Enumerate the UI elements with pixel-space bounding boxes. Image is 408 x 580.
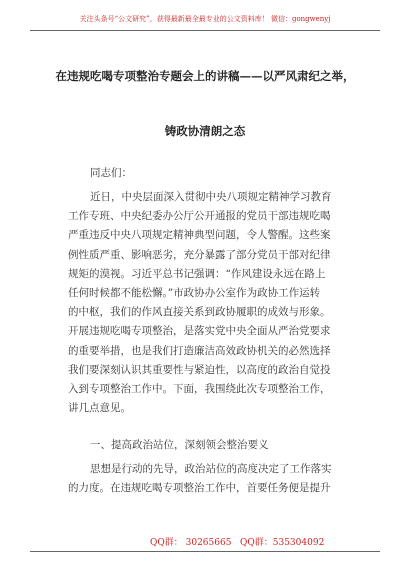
paragraph-1-line: 任何时候都不能松懈。”市政协办公室作为政协工作运转 — [68, 287, 321, 300]
paragraph-2-line: 思想是行动的先导，政治站位的高度决定了工作落实 — [90, 463, 332, 475]
paragraph-1-line: 开展违规吃喝专项整治，是落实党中央全面从严治党要求 — [68, 325, 331, 338]
footer-qq-group-2: QQ群：535304092 — [240, 538, 325, 548]
paragraph-1-line: 工作专班、中央纪委办公厅公开通报的党员干部违规吃喝 — [68, 210, 331, 223]
paragraph-1-line: 的中枢，我们的作风直接关系到政协履职的成效与形象。 — [68, 306, 331, 319]
section-heading-text: 一、提高政治站位，深刻领会整治要义 — [90, 439, 269, 451]
footer-qq-group-1: QQ群： 30265665 — [150, 538, 232, 548]
paragraph-1-line: 近日，中央层面深入贯彻中央八项规定精神学习教育 — [90, 191, 332, 203]
paragraph-2-line: 的力度。在违规吃喝专项整治工作中，首要任务便是提升 — [68, 482, 331, 495]
paragraph-2 — [68, 460, 368, 498]
paragraph-1-line: 例性质严重、影响恶劣，充分暴露了部分党员干部对纪律 — [68, 248, 331, 261]
paragraph-1 — [68, 188, 368, 418]
page-footer — [30, 533, 380, 552]
header-text: 关注头条号“公文研究”，获得最新最全最专业的公文资料库！ 微信：gongwenyj — [79, 15, 331, 23]
section-heading-1 — [68, 436, 368, 455]
document-title-line-1: 在违规吃喝专项整治专题会上的讲稿——以严风肃纪之举， — [55, 69, 355, 83]
salutation: 同志们： — [90, 167, 132, 179]
paragraph-1-line: 规矩的漠视。习近平总书记强调：“作风建设永远在路上 — [68, 267, 326, 280]
paragraph-1-line: 我们要深刻认识其重要性与紧迫性，以高度的政治自觉投 — [68, 363, 331, 376]
document-title-line-2: 铸政协清朗之态 — [164, 124, 246, 138]
paragraph-1-line: 入到专项整治工作中。下面，我围绕此次专项整治工作， — [68, 383, 331, 396]
page-header — [30, 8, 380, 31]
paragraph-1-line: 的重要举措，也是我们打造廉洁高效政协机关的必然选择 — [68, 344, 331, 357]
paragraph-1-line: 讲几点意见。 — [68, 402, 131, 415]
paragraph-1-line: 严重违反中央八项规定精神典型问题，令人警醒。这些案 — [68, 229, 331, 242]
